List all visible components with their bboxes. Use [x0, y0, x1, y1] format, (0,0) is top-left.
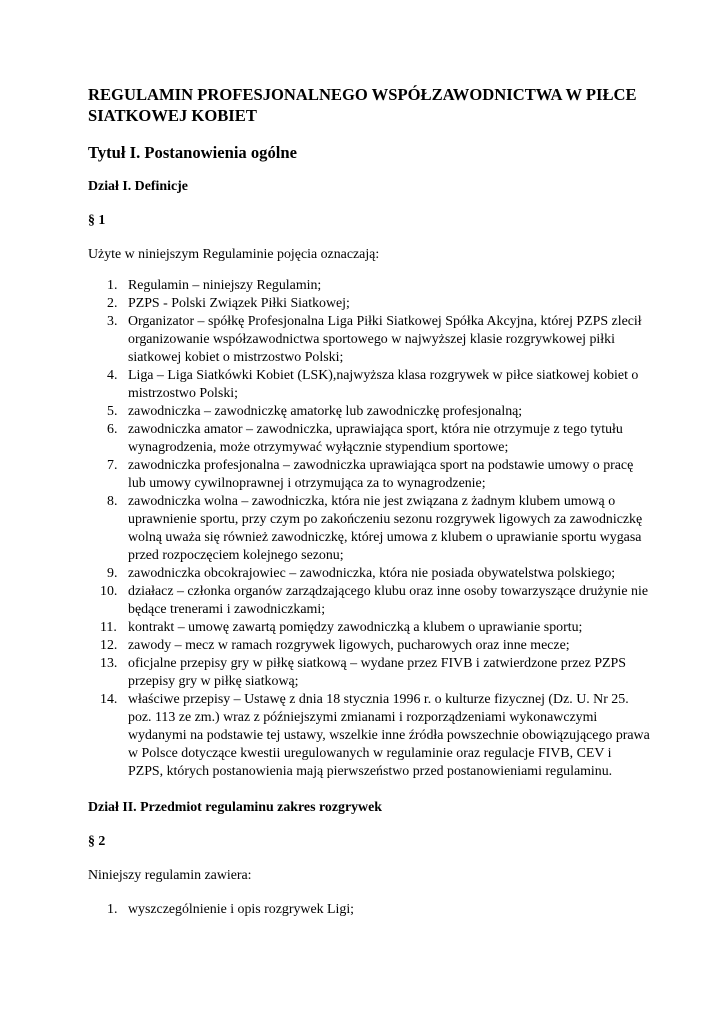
list-item-text: właściwe przepisy – Ustawę z dnia 18 stycznia 1996 r. o kulturze fizycznej (Dz. U. Nr 25. poz. 113 ze zm.) wraz z późniejszymi zmianami i rozporządzeniami wykonawczymi wydanymi na podstawie tej ustawy, wszelkie inne źródła powszechnie obowiązującego prawa w Polsce dotyczące kwestii uregulowanych w regulaminie oraz regulacje FIVB, CEV i PZPS, których postanowienia mają pierwszeństwo przed postanowieniami regulaminu. [128, 692, 650, 779]
list-item-text: PZPS - Polski Związek Piłki Siatkowej; [128, 296, 350, 311]
list-item-text: Organizator – spółkę Profesjonalna Liga Piłki Siatkowej Spółka Akcyjna, której PZPS zlecił organizowanie współzawodnictwa sportowego w najwyższej klasie rozgrywkowej piłki siatkowej kobiet o mistrzostwo Polski; [128, 314, 642, 365]
section1-heading: Dział I. Definicje [88, 179, 188, 194]
section2-paragraph-mark: § 2 [88, 834, 106, 849]
list-item-text: zawody – mecz w ramach rozgrywek ligowych, pucharowych oraz inne mecze; [128, 638, 570, 653]
list-item-number: 1. [107, 278, 118, 293]
list-item [88, 901, 650, 919]
list-item [88, 619, 650, 637]
list-item [88, 565, 650, 583]
list-item [88, 277, 650, 295]
list-item-number: 14. [100, 692, 118, 707]
list-item-number: 1. [107, 902, 118, 917]
list-item-text: działacz – członka organów zarządzającego klubu oraz inne osoby towarzyszące drużynie nie będące trenerami i zawodniczkami; [128, 584, 649, 617]
list-item-text: zawodniczka obcokrajowiec – zawodniczka, która nie posiada obywatelstwa polskiego; [128, 566, 616, 581]
list-item-text: oficjalne przepisy gry w piłkę siatkową – wydane przez FIVB i zatwierdzone przez PZPS przepisy gry w piłkę siatkową; [128, 656, 626, 689]
list-item-number: 8. [107, 494, 118, 509]
list-item-text: zawodniczka wolna – zawodniczka, która nie jest związana z żadnym klubem umową o uprawnienie sportu, przy czym po zakończeniu sezonu rozgrywek ligowych za zawodniczkę wolną uważa się również zawodniczkę, której umowa z klubem o uprawianie sportu wygasa przed rozpoczęciem kolejnego sezonu; [128, 494, 643, 563]
definitions-list [88, 277, 650, 781]
section1-intro: Użyte w niniejszym Regulaminie pojęcia oznaczają: [88, 247, 380, 262]
list-item-number: 10. [100, 584, 118, 599]
section1-paragraph-mark: § 1 [88, 213, 106, 228]
list-item-number: 9. [107, 566, 118, 581]
list-item [88, 691, 650, 781]
scope-list [88, 901, 650, 919]
list-item-text: wyszczególnienie i opis rozgrywek Ligi; [128, 902, 355, 917]
list-item-text: zawodniczka profesjonalna – zawodniczka uprawiająca sport na podstawie umowy o pracę lub umowy cywilnoprawnej i otrzymująca za to wynagrodzenie; [128, 458, 634, 491]
list-item-text: zawodniczka – zawodniczkę amatorkę lub zawodniczkę profesjonalną; [128, 404, 523, 419]
list-item-number: 4. [107, 368, 118, 383]
document-title: REGULAMIN PROFESJONALNEGO WSPÓŁZAWODNICTWA W PIŁCE SIATKOWEJ KOBIET [88, 85, 637, 125]
list-item-number: 13. [100, 656, 118, 671]
list-item-text: kontrakt – umowę zawartą pomiędzy zawodniczką a klubem o uprawianie sportu; [128, 620, 583, 635]
list-item [88, 367, 650, 403]
list-item-text: Liga – Liga Siatkówki Kobiet (LSK),najwyższa klasa rozgrywek w piłce siatkowej kobiet o mistrzostwo Polski; [128, 368, 639, 401]
section2-heading: Dział II. Przedmiot regulaminu zakres rozgrywek [88, 800, 382, 815]
title-part-heading: Tytuł I. Postanowienia ogólne [88, 143, 297, 162]
list-item [88, 457, 650, 493]
list-item [88, 295, 650, 313]
list-item [88, 403, 650, 421]
list-item-number: 12. [100, 638, 118, 653]
list-item [88, 637, 650, 655]
list-item [88, 313, 650, 367]
list-item-number: 6. [107, 422, 118, 437]
list-item [88, 493, 650, 565]
list-item [88, 655, 650, 691]
list-item-text: Regulamin – niniejszy Regulamin; [128, 278, 322, 293]
list-item [88, 583, 650, 619]
list-item-number: 5. [107, 404, 118, 419]
list-item [88, 421, 650, 457]
list-item-number: 7. [107, 458, 118, 473]
list-item-number: 11. [100, 620, 117, 635]
section2-intro: Niniejszy regulamin zawiera: [88, 868, 252, 883]
list-item-number: 3. [107, 314, 118, 329]
list-item-text: zawodniczka amator – zawodniczka, uprawiająca sport, która nie otrzymuje z tego tytułu wynagrodzenia, może otrzymywać wyłącznie stypendium sportowe; [128, 422, 623, 455]
list-item-number: 2. [107, 296, 118, 311]
